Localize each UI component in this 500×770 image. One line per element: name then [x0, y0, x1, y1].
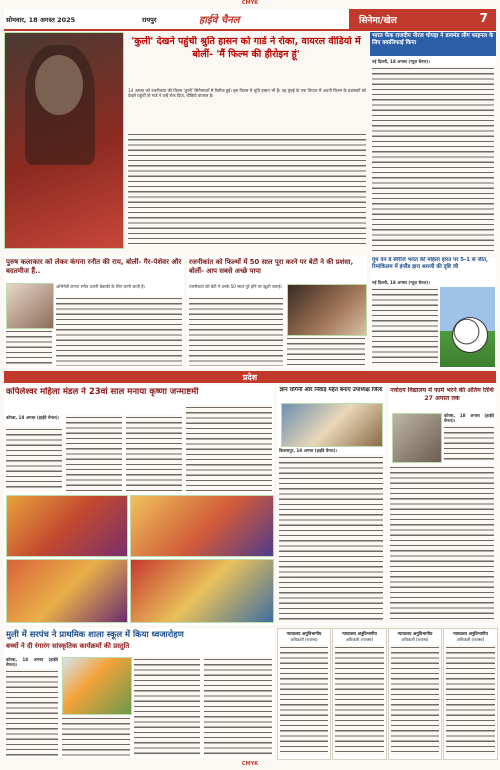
school-text-col2	[62, 716, 130, 756]
ad-text	[280, 645, 328, 755]
lead-body-text	[128, 132, 366, 244]
ad-sub: अधिकारी (राजस्व)	[456, 637, 485, 642]
gyan-dateline: बिलासपुर, 18 अगस्त (हाईवे चैनल)।	[279, 448, 338, 453]
school-subhead: बच्चों ने दी रंगारंग सांस्कृतिक कार्यक्रमों की प्रस्तुति	[6, 642, 130, 650]
sidebar-top-headline: भारत फेंक राजदीप नीरज चोपड़ा ने डायमंड लीग फाइनल के लिए क्वालिफाई किया	[370, 32, 496, 56]
ad-title: न्यायालय अनुविभागीय	[286, 632, 322, 637]
sidebar-top	[370, 32, 496, 254]
shruti-photo	[4, 32, 124, 249]
ad-title: न्यायालय अनुविभागीय	[342, 632, 377, 637]
ad-notice-1	[277, 628, 331, 760]
masthead-date: सोमवार, 18 अगस्त 2025	[6, 16, 76, 24]
pradesh-band	[4, 371, 496, 383]
ad-sub: अधिकारी (राजस्व)	[290, 637, 318, 642]
krishna-dateline: कोरबा, 18 अगस्त (हाईवे चैनल)।	[6, 415, 60, 420]
kangana-headline: पुरुष कलाकार को लेकर कंगना रनौत की राय, बोलीं- गैर-पेशेवर और बदतमीज हैं..	[6, 258, 182, 275]
krishna-photo-1	[6, 495, 128, 557]
story-navodaya	[388, 385, 496, 625]
ad-text	[335, 645, 384, 755]
navodaya-text-1	[444, 425, 494, 461]
ad-notice-3	[388, 628, 442, 760]
gyan-photo	[281, 403, 383, 447]
gyan-headline: ज्ञान रागिनी और निवाड़ महंत बनाए उपाध्यक्ष जिला	[279, 387, 383, 393]
kangana-text-2	[6, 329, 52, 366]
navodaya-photo	[392, 413, 442, 463]
kangana-body: अभिनेत्री कंगना रनौत अपनी बेबाकी के लिए जानी जाती हैं।	[56, 284, 146, 289]
krishna-photo-3	[6, 559, 128, 623]
sidebar-mid-headline: यूथ वन डे सीरीज भारत की महिला हारत पर 5-1 से जीत, रिमांकिलम में इंग्लैंड हारा श्रमजी की दृष्टि जी	[372, 257, 488, 270]
rajini-body: रजनीकांत की बेटी ने उनके 50 साल पूरे होने पर खुशी जताई।	[189, 284, 283, 289]
school-text-col3	[134, 657, 200, 756]
football-photo	[440, 287, 495, 367]
school-headline: मुली में सरपंच ने प्राथमिक शाला स्कूल में किया ध्वजारोहण	[6, 629, 184, 639]
school-text-col4	[204, 657, 272, 756]
story-kangana	[4, 256, 184, 368]
school-photo	[62, 657, 132, 715]
lead-headline: 'कुली' देखने पहुंची श्रुति हासन को गार्ड ने रोका, वायरल वीडियो में बोलीं- 'मैं फिल्म की हीरोइन हूं'	[131, 36, 361, 60]
ad-text	[391, 645, 439, 755]
cmyk-top: CMYK	[241, 0, 259, 6]
krishna-text-col2	[66, 415, 122, 491]
krishna-photo-2	[130, 495, 274, 557]
krishna-headline: कपिलेश्वर महिला मंडल ने 23वां साल मनाया कृष्णा जन्माष्टमी	[6, 387, 199, 397]
pradesh-label: प्रदेश	[242, 373, 258, 382]
lead-intro: 14 अगस्त को रजनीकांत की फिल्म 'कुली' सिनेमाघरों में रिलीज हुई। इस फिल्म में श्रुति हासन भी हैं। वह मुंबई के एक थिएटर में अपनी फिल्म के प्रशंसकों को देखने पहुंचीं तो गार्ड ने उन्हें रोक दिया, वीडियो वायरल है।	[128, 88, 366, 99]
ad-sub: अधिकारी (राजस्व)	[345, 637, 374, 642]
rajini-headline: रजनीकांत को फिल्मों में 50 साल पूरा करने पर बेटी ने की प्रशंसा, बोलीं- आप सबसे अच्छे पापा	[189, 258, 354, 275]
ad-title: न्यायालय अनुविभागीय	[397, 632, 433, 637]
sidebar-top-text	[372, 66, 494, 252]
masthead-city: रायपुर	[142, 16, 157, 24]
ad-notice-2	[332, 628, 387, 760]
sidebar-mid-dateline: नई दिल्ली, 18 अगस्त (न्यूज़ चैनल)।	[372, 280, 430, 285]
ad-title: न्यायालय अनुविभागीय	[453, 632, 488, 637]
kangana-photo	[6, 283, 54, 329]
krishna-text-col1	[6, 427, 62, 491]
navodaya-text-2	[390, 465, 494, 623]
krishna-text-col4	[186, 405, 272, 491]
section-tab	[349, 9, 496, 29]
gyan-text	[279, 455, 383, 623]
sidebar-mid	[370, 257, 496, 369]
masthead	[4, 9, 496, 31]
photo-hair	[25, 45, 95, 165]
kangana-text	[56, 296, 182, 366]
story-school	[4, 628, 274, 758]
story-krishna	[4, 385, 274, 625]
page-number: 7	[479, 11, 488, 25]
story-gyan	[277, 385, 385, 625]
rajini-text	[189, 296, 283, 366]
navodaya-dateline: कोरबा, 18 अगस्त (हाईवे चैनल)।	[444, 413, 494, 424]
story-rajini	[187, 256, 367, 368]
cmyk-bottom: CMYK	[241, 761, 259, 767]
ad-text	[446, 645, 495, 755]
sidebar-top-dateline: नई दिल्ली, 18 अगस्त (न्यूज़ चैनल)।	[372, 59, 430, 64]
ad-notice-4	[443, 628, 498, 760]
football-ball	[452, 317, 488, 353]
krishna-photo-4	[130, 559, 274, 623]
masthead-logo: हाईवे चैनल	[199, 15, 240, 26]
school-dateline: कोरबा, 18 अगस्त (हाईवे चैनल)।	[6, 657, 58, 668]
school-text-col1	[6, 669, 58, 756]
krishna-text-col3	[126, 415, 182, 491]
section-title: सिनेमा/खेल	[359, 16, 397, 26]
sidebar-mid-text	[372, 287, 438, 367]
rajini-text-2	[287, 336, 365, 366]
navodaya-headline: नवोदय विद्यालय में फार्म भरने की अंतिम तिथि 27 अगस्त तक	[390, 387, 494, 402]
rajini-photo	[287, 284, 367, 336]
ad-sub: अधिकारी (राजस्व)	[401, 637, 429, 642]
